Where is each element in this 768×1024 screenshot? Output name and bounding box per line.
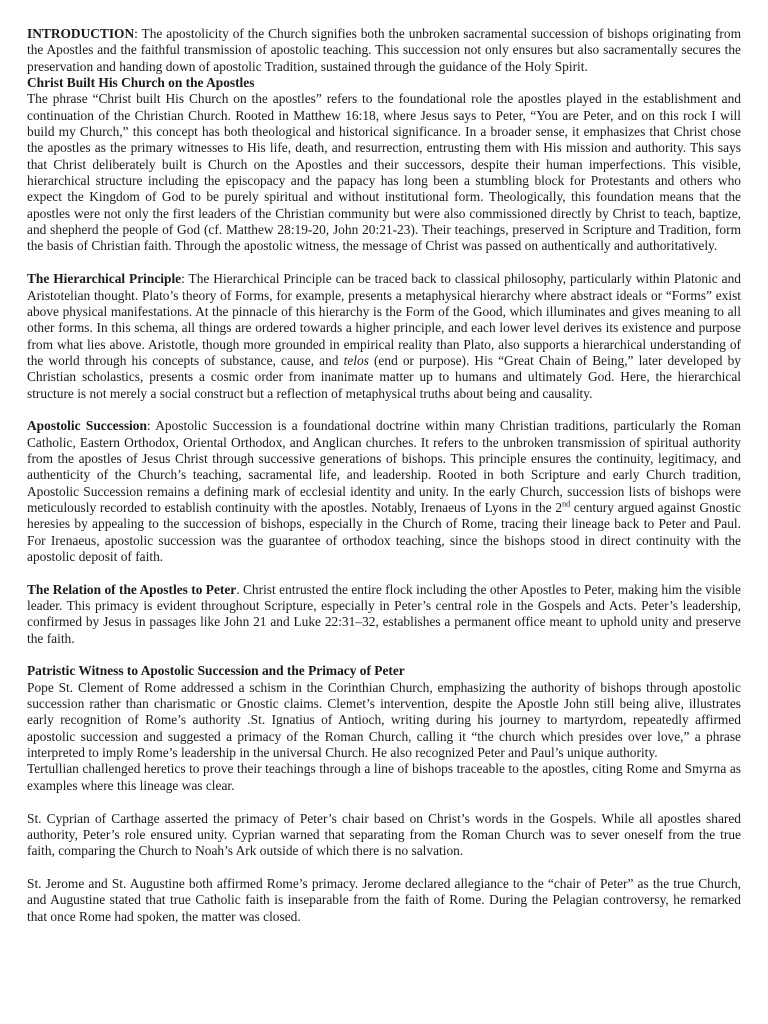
christ-built-paragraph: The phrase “Christ built His Church on the apostles” refers to the foundational role the apostles played in the establishment and continuation of the Christian Church. Rooted in Matthew 16:18, where Jesus says to Peter, “You are Peter, and on this rock I will build my Church,” this concept has both theological and historical significance. In a broader sense, it emphasizes that Christ chose the apostles as the primary witnesses to His life, death, and resurrection, entrusting them with His mission and authority. This says that Christ deliberately built is Church on the Apostles and their successors, despite their human imperfections. This visible, hierarchical structure including the episcopacy and the papacy has long been a stumbling block for Protestants and others who expect the Kingdom of God to be purely spiritual and without institutional form. Theologically, this foundation means that the apostles were not only the first leaders of the Christian community but were also commissioned directly by Christ to teach, baptize, and shepherd the people of God (cf. Matthew 28:19-20, John 20:21-23). Their teachings, preserved in Scripture and Tradition, form the basis of Christian faith. Through the apostolic witness, the message of Christ was passed on authentically and authoritatively. [27,91,741,254]
relation-label: The Relation of the Apostles to Peter [27,581,237,597]
hierarchical-text-1: : The Hierarchical Principle can be traced back to classical philosophy, particularly within Platonic and Aristotelian thought. Plato’s theory of Forms, for example, presents a metaphysical hierarchy where abstract ideals or “Forms” exist above physical manifestations. At the pinnacle of this hierarchy is the Form of the Good, which illuminates and gives meaning to all other forms. In this schema, all things are ordered towards a higher principle, and each lower level derives its existence and purpose from what lies above. Aristotle, though more grounded in empirical reality than Plato, also supports a hierarchical understanding of the world through his concepts of substance, cause, and [27,271,741,368]
jerome-augustine-paragraph: St. Jerome and St. Augustine both affirmed Rome’s primacy. Jerome declared allegiance to the “chair of Peter” as the true Church, and Augustine stated that true Catholic faith is inseparable from the faith of Rome. During the Pelagian controversy, he remarked that once Rome had spoken, the matter was closed. [27,875,741,924]
hierarchical-paragraph [27,271,741,402]
apostolic-succession-text-2: century argued against Gnostic heresies by appealing to the succession of bishops, especially in the Church of Rome, tracing their lineage back to Peter and Paul. For Irenaeus, apostolic succession was the guarantee of orthodox teaching, since the bishops stood in direct continuity with the apostolic deposit of faith. [27,499,741,564]
intro-text: : The apostolicity of the Church signifies both the unbroken sacramental succession of bishops originating from the Apostles and the faithful transmission of apostolic teaching. This succession not only ensures but also sacramentally secures the preservation and handing down of apostolic Tradition, sustained through the guidance of the Holy Spirit. [27,26,741,74]
hierarchical-italic: telos [343,352,369,368]
relation-paragraph [27,582,741,647]
spacer [27,860,741,876]
spacer [27,255,741,271]
apostolic-succession-paragraph [27,418,741,565]
apostolic-succession-text-1: : Apostolic Succession is a foundational doctrine within many Christian traditions, particularly the Roman Catholic, Eastern Orthodox, Oriental Orthodox, and Anglican churches. It refers to the unbroken transmission of spiritual authority from the apostles of Jesus Christ through successive generations of bishops. This principle ensures the continuity, legitimacy, and authenticity of the Church’s teaching, sacramental life, and leadership. Rooted in both Scripture and early Church tradition, Apostolic Succession remains a defining mark of ecclesial identity and unity. In the early Church, succession lists of bishops were meticulously recorded to establish continuity with the apostles. Notably, Irenaeus of Lyons in the 2 [27,418,742,515]
spacer [27,402,741,418]
spacer [27,647,741,663]
patristic-heading: Patristic Witness to Apostolic Succession and the Primacy of Peter [27,663,405,679]
christ-built-heading: Christ Built His Church on the Apostles [27,75,255,91]
document-page [27,26,741,925]
clement-paragraph: Pope St. Clement of Rome addressed a schism in the Corinthian Church, emphasizing the authority of bishops through apostolic succession rather than charismatic or Gnostic claims. Clemet’s intervention, despite the Apostle John still being alive, illustrates early recognition of Rome’s authority .St. Ignatius of Antioch, writing during his journey to martyrdom, repeatedly affirmed apostolic succession and suggested a primacy of the Roman Church, calling it “the church which presides over love,” a phrase interpreted to imply Rome’s leadership in the universal Church. He also recognized Peter and Paul’s unique authority. [27,679,741,761]
spacer [27,794,741,810]
intro-label: INTRODUCTION [27,26,135,41]
hierarchical-text-2: (end or purpose). His “Great Chain of Being,” later developed by Christian scholastics, presents a cosmic order from inanimate matter up to humans and ultimately God. Here, the hierarchical structure is not merely a social construct but a reflection of metaphysical truths about being and causality. [27,352,741,401]
ordinal-superscript: nd [562,499,571,509]
hierarchical-label: The Hierarchical Principle [27,271,182,287]
spacer [27,565,741,581]
relation-text: . Christ entrusted the entire flock including the other Apostles to Peter, making him the visible leader. This primacy is evident throughout Scripture, especially in Peter’s central role in the Gospels and Acts. Peter’s leadership, confirmed by Jesus in passages like John 21 and Luke 22:31–32, establishes a permanent office meant to uphold unity and preserve the faith. [27,581,742,646]
intro-paragraph [27,26,741,75]
cyprian-paragraph: St. Cyprian of Carthage asserted the primacy of Peter’s chair based on Christ’s words in the Gospels. While all apostles shared authority, Peter’s role ensured unity. Cyprian warned that separating from the Roman Church was to sever oneself from the true faith, comparing the Church to Noah’s Ark outside of which there is no salvation. [27,810,741,859]
tertullian-paragraph: Tertullian challenged heretics to prove their teachings through a line of bishops traceable to the apostles, citing Rome and Smyrna as examples where this lineage was clear. [27,761,741,793]
apostolic-succession-label: Apostolic Succession [27,418,147,434]
